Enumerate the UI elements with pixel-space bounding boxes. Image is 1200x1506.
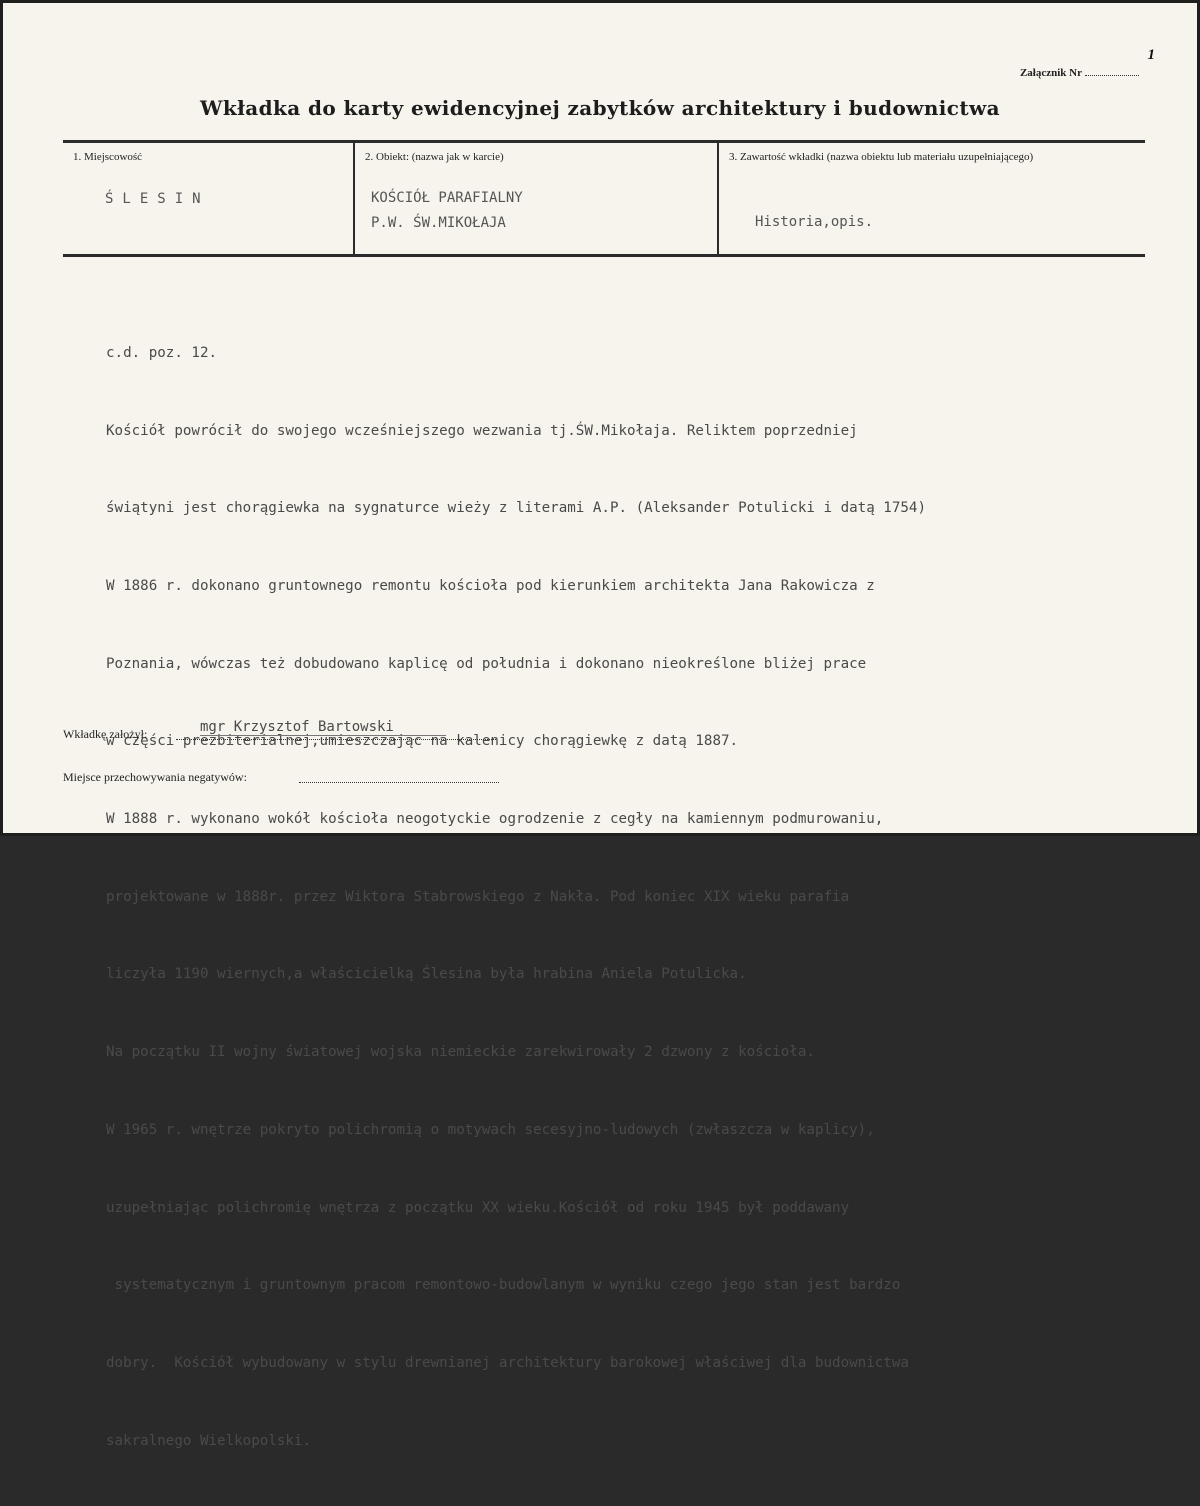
author-underline (200, 735, 446, 736)
body-line: c.d. poz. 12. (106, 344, 218, 361)
body-line: Na początku II wojny światowej wojska niemieckie zarekwirowały 2 dzwony z kościoła. (106, 1044, 815, 1061)
insert-content-value: Historia,opis. (755, 214, 874, 230)
annex-dotted-line (1085, 67, 1139, 76)
locality-label: 1. Miejscowość (73, 151, 143, 163)
annex-label: Załącznik Nr (1019, 67, 1082, 79)
body-line: W 1888 r. wykonano wokół kościoła neogotyckie ogrodzenie z cegły na kamiennym podmurowaniu, (106, 811, 884, 828)
header-table (63, 140, 1145, 257)
body-line: W 1886 r. dokonano gruntownego remontu kościoła pod kierunkiem architekta Jana Rakowicza z (106, 577, 875, 594)
body-line: dobry. Kościół wybudowany w stylu drewnianej architektury barokowej właściwej dla budownictwa (106, 1354, 909, 1371)
body-line: W 1965 r. wnętrze pokryto polichromią o motywach secesyjno-ludowych (zwłaszcza w kaplicy), (106, 1121, 875, 1138)
author-label: Wkładkę założył: (63, 727, 148, 741)
body-line: Poznania, wówczas też dobudowano kaplicę od południa i dokonano nieokreślone bliżej prace (106, 655, 867, 672)
annex-label-row (1020, 67, 1139, 79)
object-name-line1: KOŚCIÓŁ PARAFIALNY (371, 190, 523, 206)
locality-value: ŚLESIN (105, 191, 210, 207)
locality-column (63, 143, 353, 254)
author-name: mgr Krzysztof Bartowski (200, 719, 394, 735)
body-line: uzupełniając polichromię wnętrza z początku XX wieku.Kościół od roku 1945 był poddawany (106, 1199, 850, 1216)
body-line: projektowane w 1888r. przez Wiktora Stabrowskiego z Nakła. Pod koniec XIX wieku parafia (106, 888, 850, 905)
negatives-storage-dotted-line (299, 781, 499, 783)
object-column (353, 143, 717, 254)
body-line: liczyła 1190 wiernych,a właścicielką Ślesina była hrabina Aniela Potulicka. (106, 966, 747, 983)
insert-content-column (717, 143, 1145, 254)
object-label: 2. Obiekt: (nazwa jak w karcie) (365, 151, 504, 163)
typed-description (106, 289, 1106, 1506)
author-dotted-line (176, 738, 496, 740)
negatives-storage-label: Miejsce przechowywania negatywów: (63, 770, 247, 784)
annex-number: 1 (1147, 47, 1155, 63)
body-line: sakralnego Wielkopolski. (106, 1432, 311, 1449)
insert-content-label: 3. Zawartość wkładki (nazwa obiektu lub materiału uzupełniającego) (729, 151, 1034, 163)
object-name-line2: P.W. ŚW.MIKOŁAJA (371, 215, 506, 231)
document-title: Wkładka do karty ewidencyjnej zabytków architektury i budownictwa (200, 96, 1000, 120)
body-line: systematycznym i gruntownym pracom remontowo-budowlanym w wyniku czego jego stan jest bardzo (106, 1277, 901, 1294)
body-line: świątyni jest chorągiewka na sygnaturce wieży z literami A.P. (Aleksander Potulicki i datą 1754) (106, 500, 926, 517)
body-line: Kościół powrócił do swojego wcześniejszego wezwania tj.ŚW.Mikołaja. Reliktem poprzedniej (106, 422, 858, 439)
body-line: w części prezbiterialnej,umieszczając na kalenicy chorągiewkę z datą 1887. (106, 733, 739, 750)
